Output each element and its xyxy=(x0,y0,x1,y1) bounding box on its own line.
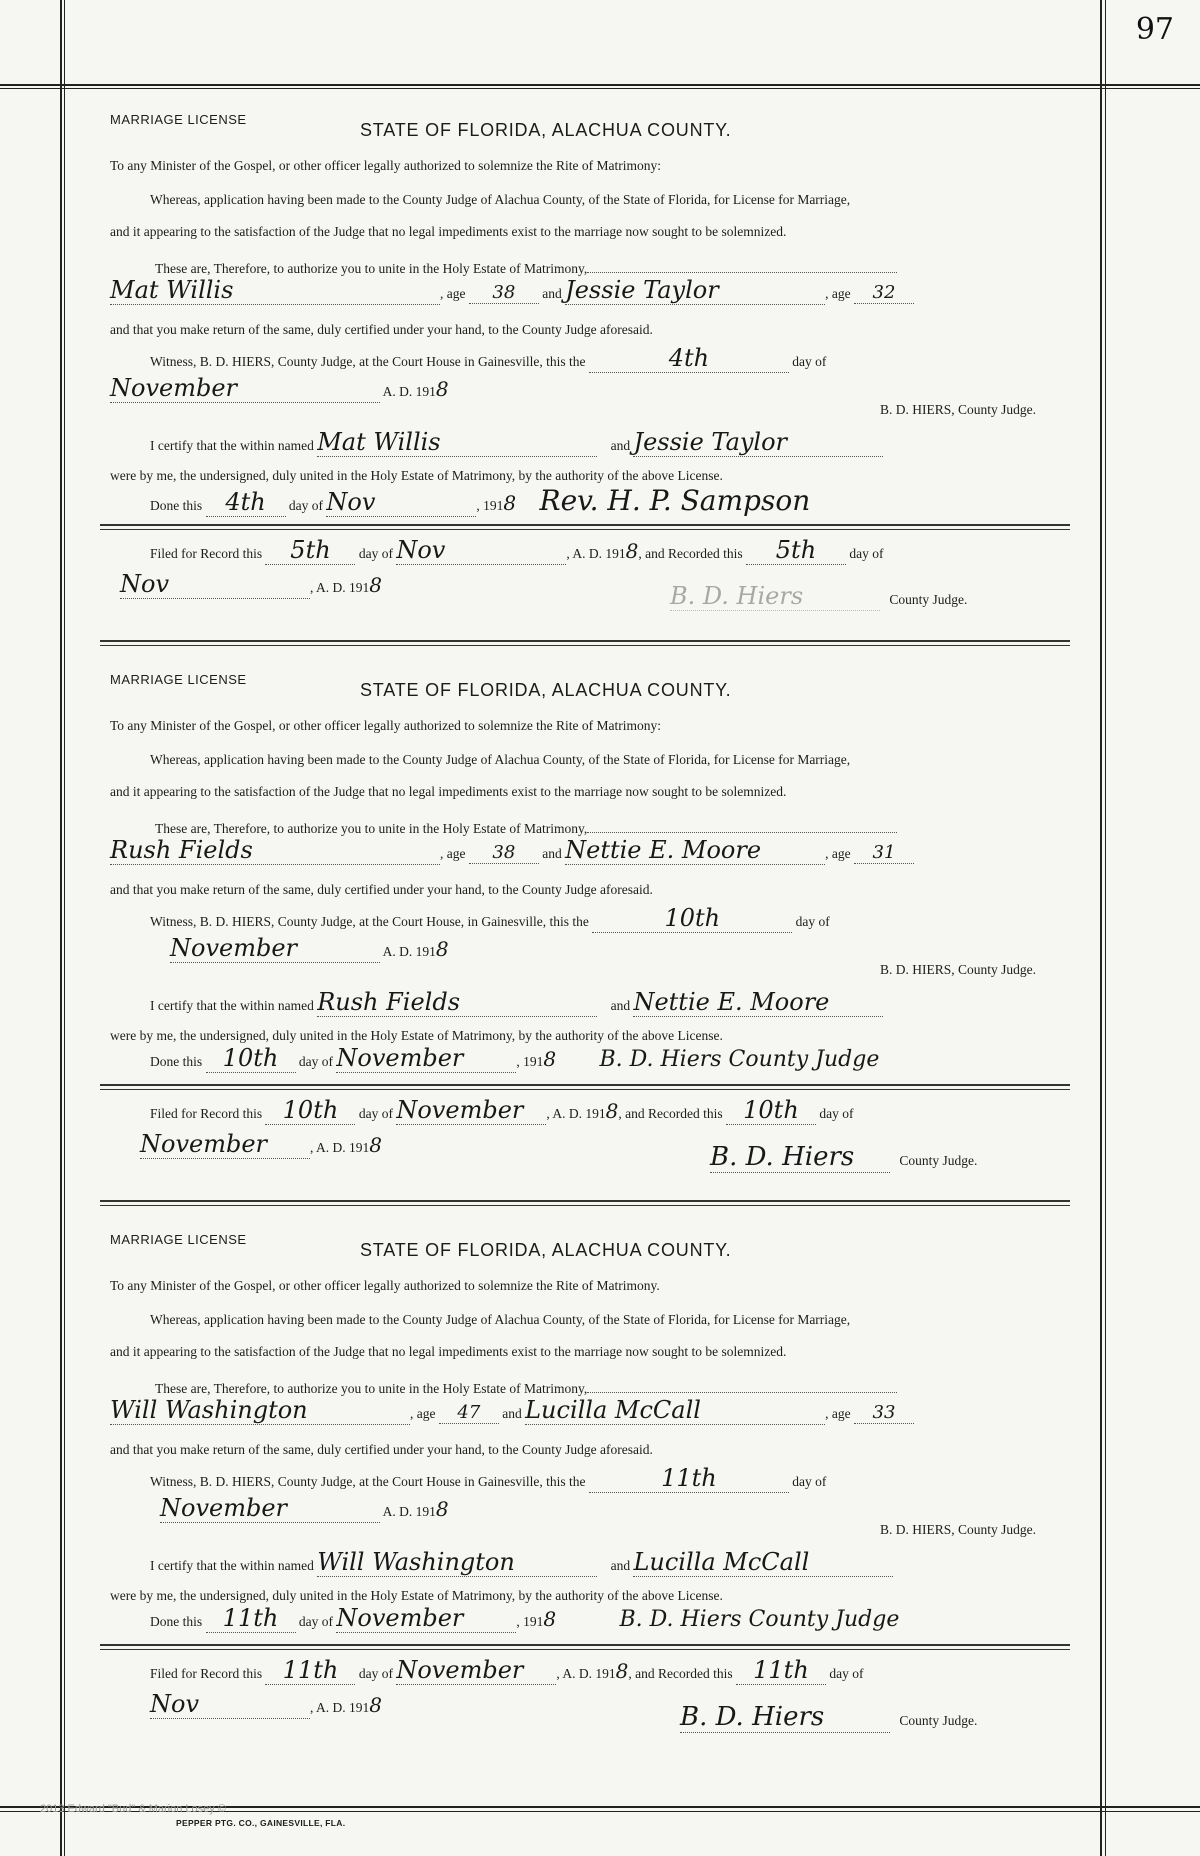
recorded-month: Nov xyxy=(120,570,170,598)
left-margin-rule-2 xyxy=(64,0,65,1856)
judge-signature-line xyxy=(670,582,967,611)
left-margin-rule xyxy=(60,0,62,1856)
recorded-date-line: Nov , A. D. 1918 xyxy=(120,570,382,598)
done-year: 8 xyxy=(543,1607,557,1631)
filed-day: 5th xyxy=(290,536,331,564)
license-label: MARRIAGE LICENSE xyxy=(110,672,247,687)
united-line: were by me, the undersigned, duly united in the Holy Estate of Matrimony, by the authority of the above License. xyxy=(110,1028,723,1043)
done-day: 10th xyxy=(222,1044,279,1072)
license-heading: STATE OF FLORIDA, ALACHUA COUNTY. xyxy=(360,120,732,140)
done-month: November xyxy=(336,1604,464,1632)
cert-groom-name: Mat Willis xyxy=(317,428,441,456)
groom-name: Rush Fields xyxy=(110,836,253,864)
license-label: MARRIAGE LICENSE xyxy=(110,112,247,127)
filed-month: November xyxy=(396,1656,524,1684)
officiant-signature: Rev. H. P. Sampson xyxy=(539,484,811,517)
recorded-date-line: Nov , A. D. 1918 xyxy=(150,1690,382,1718)
cert-groom-name: Rush Fields xyxy=(317,988,461,1016)
recorded-day: 5th xyxy=(775,536,817,564)
bride-age: 33 xyxy=(872,1402,896,1423)
license-separator-2 xyxy=(100,1200,1070,1206)
page-number: 97 xyxy=(1135,12,1174,47)
county-judge-label: County Judge. xyxy=(899,1153,978,1168)
done-line: Done this 11th day of November , 1918 B. D. Hiers County Judge xyxy=(150,1604,900,1632)
whereas-line-2: and it appearing to the satisfaction of the Judge that no legal impediments exist to the marriage now sought to be solemnized. xyxy=(110,224,787,239)
license-record-3 xyxy=(110,1232,1070,1772)
certify-line: I certify that the within named Mat Willis and Jessie Taylor xyxy=(150,428,883,457)
done-line: Done this 4th day of Nov , 1918 Rev. H. P. Sampson xyxy=(150,484,811,517)
done-year: 8 xyxy=(543,1047,557,1071)
done-month: November xyxy=(336,1044,464,1072)
judge-line: B. D. HIERS, County Judge. xyxy=(880,1522,1037,1537)
cert-groom-name: Will Washington xyxy=(317,1548,515,1576)
bride-name: Jessie Taylor xyxy=(565,276,719,304)
judge-signature-line xyxy=(680,1702,977,1733)
witness-month: November xyxy=(160,1494,288,1522)
recorded-year: 8 xyxy=(369,573,382,597)
filed-month: November xyxy=(396,1096,524,1124)
witness-line: Witness, B. D. HIERS, County Judge, at the Court House in Gainesville, this the 4th day of xyxy=(150,344,827,372)
filed-day: 10th xyxy=(282,1096,339,1124)
parties-line: Rush Fields , age 38 and Nettie E. Moore , age 31 xyxy=(110,836,914,865)
whereas-line-1: Whereas, application having been made to the County Judge of Alachua County, of the State of Florida, for License for Marriage, xyxy=(150,752,851,767)
groom-age: 38 xyxy=(492,842,516,863)
bride-age: 31 xyxy=(872,842,896,863)
whereas-line-1: Whereas, application having been made to the County Judge of Alachua County, of the State of Florida, for License for Marriage, xyxy=(150,1312,851,1327)
witness-day: 11th xyxy=(661,1464,717,1492)
certify-line: I certify that the within named Will Washington and Lucilla McCall xyxy=(150,1548,893,1577)
return-line: and that you make return of the same, duly certified under your hand, to the County Judge aforesaid. xyxy=(110,1442,653,1457)
judge-signature: B. D. Hiers xyxy=(670,582,804,610)
done-month: Nov xyxy=(326,488,376,516)
recorded-month: November xyxy=(140,1130,268,1158)
judge-signature-line xyxy=(710,1142,977,1173)
filed-line: Filed for Record this 11th day of November , A. D. 1918, and Recorded this 11th day of xyxy=(150,1656,864,1684)
witness-date-line: November A. D. 1918 xyxy=(160,1494,449,1522)
recorded-month: Nov xyxy=(150,1690,200,1718)
address-line: To any Minister of the Gospel, or other officer legally authorized to solemnize the Rite of Matrimony. xyxy=(110,1278,660,1293)
cert-bride-name: Nettie E. Moore xyxy=(633,988,830,1016)
county-judge-label: County Judge. xyxy=(889,592,968,607)
right-margin-rule xyxy=(1100,0,1102,1856)
license-record-1 xyxy=(110,112,1070,652)
recorded-year: 8 xyxy=(369,1693,382,1717)
bride-name: Nettie E. Moore xyxy=(565,836,762,864)
witness-line: Witness, B. D. HIERS, County Judge, at the Court House, in Gainesville, this the 10th day of xyxy=(150,904,830,932)
parties-line: Will Washington , age 47 and Lucilla McCall , age 33 xyxy=(110,1396,914,1425)
filed-year: 8 xyxy=(605,1099,619,1123)
judge-line: B. D. HIERS, County Judge. xyxy=(880,402,1037,417)
cert-bride-name: Lucilla McCall xyxy=(633,1548,810,1576)
judge-line: B. D. HIERS, County Judge. xyxy=(880,962,1037,977)
filed-year: 8 xyxy=(625,539,639,563)
bride-age: 32 xyxy=(872,282,896,303)
witness-month: November xyxy=(110,374,238,402)
filed-line: Filed for Record this 10th day of November , A. D. 1918, and Recorded this 10th day of xyxy=(150,1096,854,1124)
address-line: To any Minister of the Gospel, or other officer legally authorized to solemnize the Rite of Matrimony: xyxy=(110,158,662,173)
these-line: These are, Therefore, to authorize you to unite in the Holy Estate of Matrimony, xyxy=(155,816,897,837)
return-line: and that you make return of the same, duly certified under your hand, to the County Judge aforesaid. xyxy=(110,882,653,897)
filed-year: 8 xyxy=(615,1659,629,1683)
parties-line: Mat Willis , age 38 and Jessie Taylor , age 32 xyxy=(110,276,914,305)
witness-month: November xyxy=(170,934,298,962)
groom-name: Mat Willis xyxy=(110,276,234,304)
certify-line: I certify that the within named Rush Fields and Nettie E. Moore xyxy=(150,988,883,1017)
license-record-2 xyxy=(110,672,1070,1212)
these-line: These are, Therefore, to authorize you to unite in the Holy Estate of Matrimony, xyxy=(155,1376,897,1397)
witness-date-line: November A. D. 1918 xyxy=(170,934,449,962)
officiant-signature: B. D. Hiers County Judge xyxy=(599,1047,880,1072)
license-separator-1 xyxy=(100,640,1070,646)
copyright-watermark: 2013 Edward "Bud" & Marion Losey © xyxy=(40,1803,226,1815)
witness-day: 10th xyxy=(664,904,721,932)
address-line: To any Minister of the Gospel, or other officer legally authorized to solemnize the Rite of Matrimony: xyxy=(110,718,662,733)
united-line: were by me, the undersigned, duly united in the Holy Estate of Matrimony, by the authority of the above License. xyxy=(110,1588,723,1603)
these-line: These are, Therefore, to authorize you to unite in the Holy Estate of Matrimony, xyxy=(155,256,897,277)
filed-line: Filed for Record this 5th day of Nov , A. D. 1918, and Recorded this 5th day of xyxy=(150,536,884,564)
recorded-year: 8 xyxy=(369,1133,382,1157)
printer-imprint: PEPPER PTG. CO., GAINESVILLE, FLA. xyxy=(176,1818,346,1828)
record-divider xyxy=(100,1644,1070,1650)
filed-month: Nov xyxy=(396,536,446,564)
bride-name: Lucilla McCall xyxy=(525,1396,701,1424)
county-judge-label: County Judge. xyxy=(899,1713,978,1728)
groom-age: 38 xyxy=(492,282,516,303)
license-heading: STATE OF FLORIDA, ALACHUA COUNTY. xyxy=(360,1240,732,1260)
witness-day: 4th xyxy=(668,344,710,372)
witness-date-line: November A. D. 1918 xyxy=(110,374,449,402)
witness-year: 8 xyxy=(435,937,449,961)
top-header-rule-2 xyxy=(0,88,1200,89)
done-day: 4th xyxy=(225,488,266,516)
done-line: Done this 10th day of November , 1918 B. D. Hiers County Judge xyxy=(150,1044,880,1072)
record-divider xyxy=(100,524,1070,530)
witness-line: Witness, B. D. HIERS, County Judge, at the Court House in Gainesville, this the 11th day of xyxy=(150,1464,827,1492)
top-header-rule xyxy=(0,84,1200,86)
return-line: and that you make return of the same, duly certified under your hand, to the County Judge aforesaid. xyxy=(110,322,653,337)
done-year: 8 xyxy=(503,491,517,515)
recorded-day: 11th xyxy=(753,1656,809,1684)
license-heading: STATE OF FLORIDA, ALACHUA COUNTY. xyxy=(360,680,732,700)
witness-year: 8 xyxy=(435,377,449,401)
record-divider xyxy=(100,1084,1070,1090)
groom-name: Will Washington xyxy=(110,1396,308,1424)
judge-signature: B. D. Hiers xyxy=(710,1142,855,1172)
whereas-line-2: and it appearing to the satisfaction of the Judge that no legal impediments exist to the marriage now sought to be solemnized. xyxy=(110,1344,787,1359)
filed-day: 11th xyxy=(282,1656,339,1684)
judge-signature: B. D. Hiers xyxy=(680,1702,825,1732)
whereas-line-2: and it appearing to the satisfaction of the Judge that no legal impediments exist to the marriage now sought to be solemnized. xyxy=(110,784,787,799)
whereas-line-1: Whereas, application having been made to the County Judge of Alachua County, of the State of Florida, for License for Marriage, xyxy=(150,192,851,207)
witness-year: 8 xyxy=(435,1497,449,1521)
recorded-date-line: November , A. D. 1918 xyxy=(140,1130,382,1158)
united-line: were by me, the undersigned, duly united in the Holy Estate of Matrimony, by the authority of the above License. xyxy=(110,468,723,483)
license-label: MARRIAGE LICENSE xyxy=(110,1232,247,1247)
groom-age: 47 xyxy=(457,1402,481,1423)
recorded-day: 10th xyxy=(743,1096,799,1124)
done-day: 11th xyxy=(222,1604,279,1632)
cert-bride-name: Jessie Taylor xyxy=(633,428,788,456)
officiant-signature: B. D. Hiers County Judge xyxy=(619,1607,900,1632)
right-margin-rule-2 xyxy=(1105,0,1106,1856)
